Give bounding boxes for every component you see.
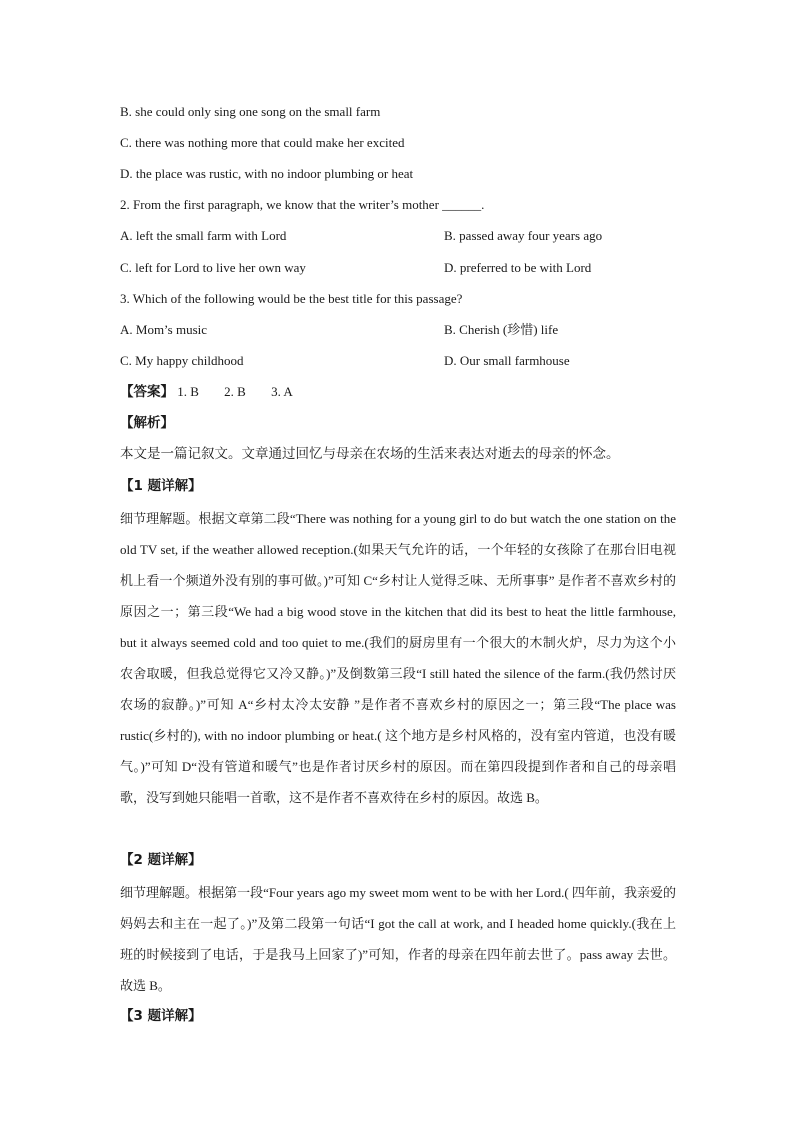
q3-stem: 3. Which of the following would be the best title for this passage? xyxy=(120,291,463,306)
detail2-text: 细节理解题。根据第一段“Four years ago my sweet mom went to be with her Lord.( 四年前，我亲爱的妈妈去和主在一起了。)”及第二段第一句话“I got the call at work, and I headed home quickly.(我在上班的时候接到了电话，于是我马上回家了)”可知，作者的母亲在四年前去世了。pass away 去世。故选 B。 xyxy=(120,885,676,993)
answer-1: 1. B xyxy=(177,384,199,399)
detail1-label: 【1 题详解】 xyxy=(120,478,202,494)
analysis-summary: 本文是一篇记叙文。文章通过回忆与母亲在农场的生活来表达对逝去的母亲的怀念。 xyxy=(120,446,620,462)
q3-option-b: B. Cherish (珍惜) life xyxy=(444,322,559,337)
answer-2: 2. B xyxy=(224,384,246,399)
q2-option-c: C. left for Lord to live her own way xyxy=(120,260,306,275)
q2-stem: 2. From the first paragraph, we know that the writer’s mother ______. xyxy=(120,197,485,212)
answer-label: 【答案】 xyxy=(120,384,174,400)
q3-option-d: D. Our small farmhouse xyxy=(444,353,570,368)
analysis-label: 【解析】 xyxy=(120,415,174,431)
q1-option-b: B. she could only sing one song on the small farm xyxy=(120,104,381,119)
answer-line xyxy=(120,383,680,401)
q3-option-c: C. My happy childhood xyxy=(120,353,244,368)
detail1-text: 细节理解题。根据文章第二段“There was nothing for a young girl to do but watch the one station on the old TV set, if the weather allowed reception.(如果天气允许的话，一个年轻的女孩除了在那台旧电视机上看一个频道外没有别的事可做。)”可知 C“乡村让人觉得乏味、无所事事” 是作者不喜欢乡村的原因之一；第三段“We had a big wood stove in the kitchen that did its best to heat the little farmhouse, but it always seemed cold and too quiet to me.(我们的厨房里有一个很大的木制火炉，尽力为这个小农舍取暖，但我总觉得它又冷又静。)”及倒数第三段“I still hated the silence of the farm.(我仍然讨厌农场的寂静。)”可知 A“乡村太冷太安静 ”是作者不喜欢乡村的原因之一；第三段“The place was rustic(乡村的), with no indoor plumbing or heat.( 这个地方是乡村风格的，没有室内管道，也没有暖气。)”可知 D“没有管道和暖气”也是作者讨厌乡村的原因。而在第四段提到作者和自己的母亲唱歌，没写到她只能唱一首歌，这不是作者不喜欢待在乡村的原因。故选 B。 xyxy=(120,511,676,805)
q2-option-d: D. preferred to be with Lord xyxy=(444,260,592,275)
q3-option-a: A. Mom’s music xyxy=(120,322,208,337)
q1-option-d: D. the place was rustic, with no indoor plumbing or heat xyxy=(120,166,414,181)
q1-option-c: C. there was nothing more that could make her excited xyxy=(120,135,405,150)
q2-option-b: B. passed away four years ago xyxy=(444,228,603,243)
answer-3: 3. A xyxy=(271,384,293,399)
q2-option-a: A. left the small farm with Lord xyxy=(120,228,287,243)
detail2-label: 【2 题详解】 xyxy=(120,852,202,868)
detail3-label: 【3 题详解】 xyxy=(120,1008,202,1024)
